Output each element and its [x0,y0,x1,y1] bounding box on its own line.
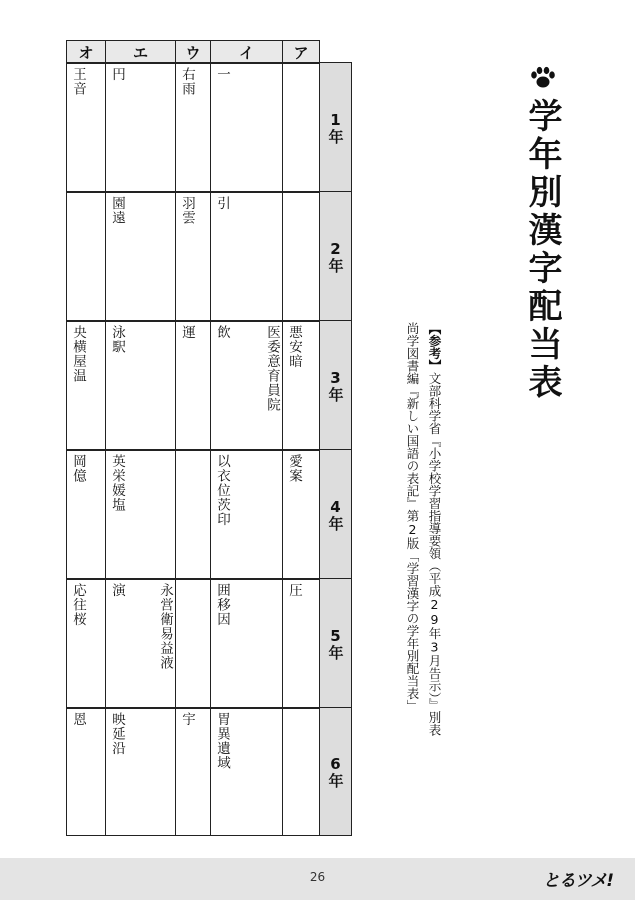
cell-o [66,707,106,836]
cell-i [210,578,283,709]
grade-label [319,449,352,580]
cell-a [282,578,320,709]
cell-a [282,191,320,322]
reference-line-2: 尚学図書編『新しい国語の表記』第2版「学習漢字の学年別配当表」 [405,322,420,712]
column-header-e: エ [105,40,176,64]
column-header-u: ウ [175,40,211,64]
cell-a [282,707,320,836]
grade-label [319,191,352,322]
kanji-group: 映延沿 [109,712,125,756]
kanji-group: 悪安暗 [286,325,302,369]
cell-i [210,449,283,580]
reference-label: 【参考】 [427,322,442,372]
grade-label-text: 6年 [326,755,345,788]
grade-label-text: 4年 [326,498,345,531]
kanji-group: 引 [214,196,230,211]
column-header-o: オ [66,40,106,64]
kanji-group: 飲 [214,325,230,340]
cell-a [282,449,320,580]
kanji-group: 円 [109,67,125,82]
cell-o [66,449,106,580]
kanji-group: 央横屋温 [70,325,86,383]
grade-label-text: 2年 [326,240,345,273]
table-header-row [66,40,320,64]
grade-row [66,708,352,836]
cell-o [66,578,106,709]
kanji-group: 岡億 [70,454,86,483]
cell-e [105,707,176,836]
kanji-group: 演 [109,583,125,598]
reference-source-1: 文部科学省『小学校学習指導要領（平成29年3月告示）』別表 [427,372,442,736]
kanji-group: 愛案 [286,454,302,483]
grade-label-text: 5年 [326,627,345,660]
cell-e [105,62,176,193]
cell-o [66,191,106,322]
cell-u [175,320,211,451]
kanji-group: 囲移因 [214,583,230,627]
grade-label-text: 3年 [326,369,345,402]
cell-i [210,320,283,451]
cell-e [105,449,176,580]
cell-o [66,62,106,193]
kanji-group: 英栄媛塩 [109,454,125,512]
cell-i [210,707,283,836]
kanji-group: 医委意育員院 [264,325,280,412]
page-footer [0,858,635,900]
page-title: 学年別漢字配当表 [522,98,562,402]
cell-e [105,320,176,451]
cell-u [175,191,211,322]
kanji-group: 以衣位茨印 [214,454,230,527]
kanji-table [66,40,352,836]
grade-label [319,578,352,709]
grade-row [66,192,352,322]
paw-icon [530,66,556,90]
column-header-i: イ [210,40,283,64]
kanji-group: 恩 [70,712,86,727]
kanji-group: 王音 [70,67,86,96]
kanji-group: 圧 [286,583,302,598]
brand-logo: とるツメ! [542,871,613,891]
grade-row [66,579,352,709]
cell-u [175,449,211,580]
kanji-group: 永営衛易益液 [157,583,173,670]
kanji-group: 運 [179,325,195,340]
cell-i [210,191,283,322]
cell-i [210,62,283,193]
reference-line-1 [426,322,442,736]
cell-u [175,707,211,836]
kanji-group: 園遠 [109,196,125,225]
page-number: 26 [309,870,326,884]
grade-label [319,320,352,451]
kanji-group: 一 [214,67,230,82]
kanji-group: 羽雲 [179,196,195,225]
cell-o [66,320,106,451]
kanji-group: 右雨 [179,67,195,96]
grade-label [319,707,352,836]
cell-a [282,62,320,193]
grade-row [66,321,352,451]
kanji-group: 泳駅 [109,325,125,354]
column-header-a: ア [282,40,320,64]
grade-row [66,450,352,580]
cell-u [175,62,211,193]
cell-u [175,578,211,709]
grade-label-text: 1年 [326,111,345,144]
kanji-group: 胃異遺域 [214,712,230,770]
cell-a [282,320,320,451]
grade-row [66,63,352,193]
kanji-group: 応往桜 [70,583,86,627]
kanji-group: 宇 [179,712,195,727]
cell-e [105,191,176,322]
cell-e [105,578,176,709]
grade-label [319,62,352,193]
